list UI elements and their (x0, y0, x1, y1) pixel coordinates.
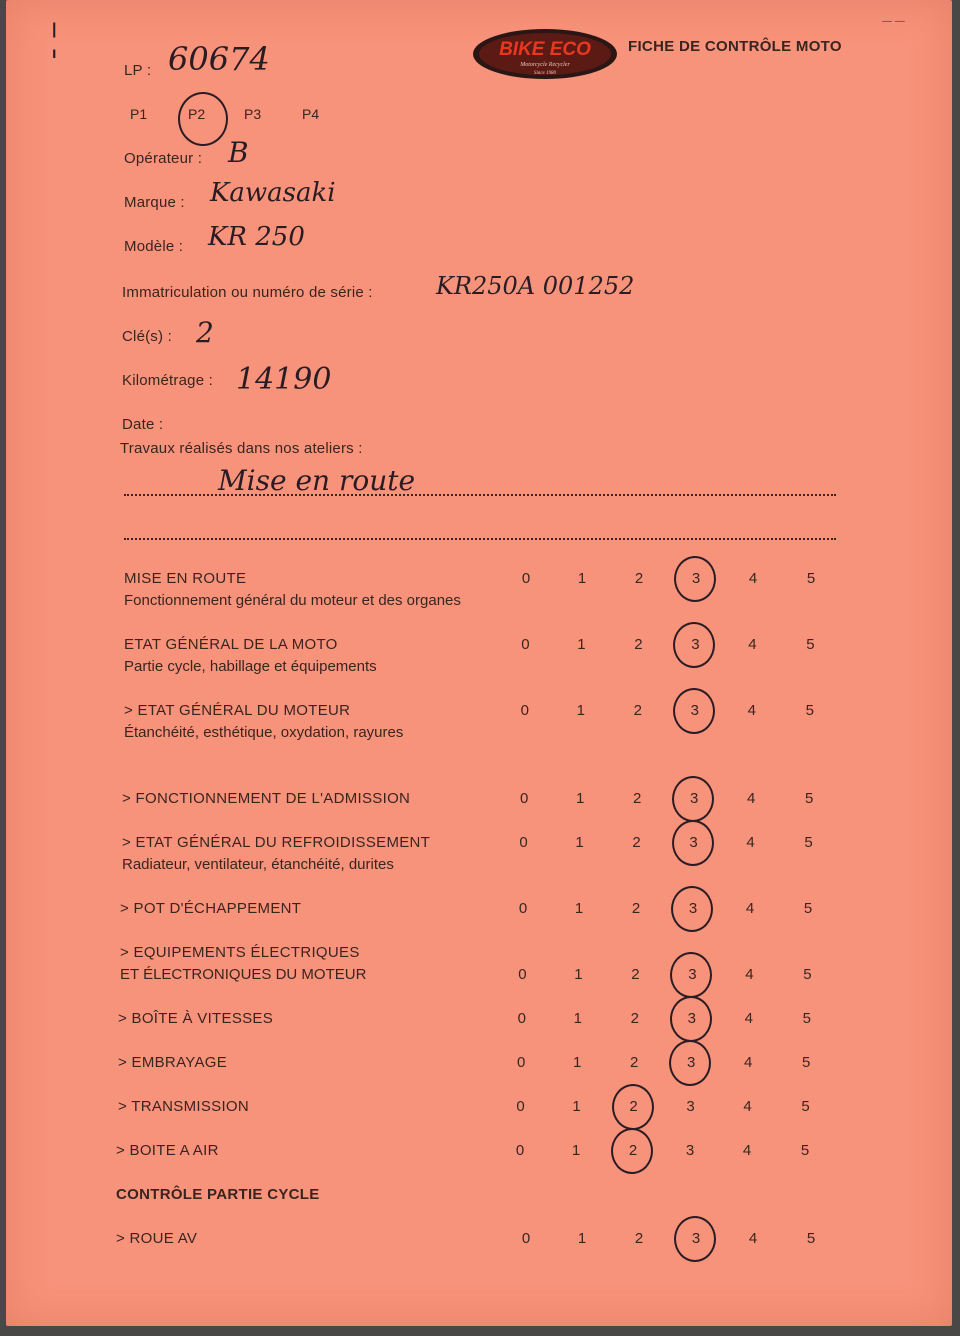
score-option-0[interactable]: 0 (516, 1098, 525, 1115)
mileage-label: Kilométrage : (122, 372, 213, 389)
score-option-4[interactable]: 4 (744, 1010, 753, 1027)
score-option-4[interactable]: 4 (745, 900, 755, 917)
score-option-4[interactable]: 4 (743, 1098, 752, 1115)
check-title: > POT D'ÉCHAPPEMENT (120, 900, 302, 917)
check-subtitle: ET ÉLECTRONIQUES DU MOTEUR (120, 966, 367, 983)
score-option-1[interactable]: 1 (574, 900, 584, 917)
lp-label: LP : (124, 62, 152, 79)
check-row (6, 1098, 952, 1148)
check-subtitle: Étanchéité, esthétique, oxydation, rayures (124, 724, 404, 741)
score-option-2[interactable]: 2 (633, 790, 642, 807)
score-option-3[interactable]: 3 (684, 790, 704, 807)
score-option-1[interactable]: 1 (573, 1010, 582, 1027)
check-title: > EQUIPEMENTS ÉLECTRIQUES (120, 944, 360, 961)
score-option-0[interactable]: 0 (518, 966, 527, 983)
check-subtitle: Partie cycle, habillage et équipements (124, 658, 377, 675)
score-option-2[interactable]: 2 (624, 1098, 644, 1115)
section-cycle-title: CONTRÔLE PARTIE CYCLE (116, 1186, 320, 1203)
score-option-0[interactable]: 0 (521, 636, 530, 653)
model-label: Modèle : (124, 238, 184, 255)
score-option-4[interactable]: 4 (748, 570, 758, 587)
check-row (6, 1142, 952, 1192)
brand-label: Marque : (124, 194, 185, 211)
score-option-0[interactable]: 0 (520, 702, 529, 719)
score-option-1[interactable]: 1 (576, 790, 585, 807)
check-subtitle: Radiateur, ventilateur, étanchéité, durites (122, 856, 394, 873)
score-option-0[interactable]: 0 (515, 1142, 525, 1159)
works-label: Travaux réalisés dans nos ateliers : (120, 440, 363, 457)
check-row (6, 702, 952, 752)
check-row (6, 570, 952, 620)
score-option-5[interactable]: 5 (802, 1010, 811, 1027)
score-option-1[interactable]: 1 (577, 570, 587, 587)
score-option-0[interactable]: 0 (517, 1010, 526, 1027)
score-option-3[interactable]: 3 (684, 834, 704, 851)
score-option-2[interactable]: 2 (634, 570, 644, 587)
score-option-0[interactable]: 0 (519, 834, 528, 851)
control-sheet (6, 0, 952, 1326)
score-option-5[interactable]: 5 (805, 702, 814, 719)
score-option-4[interactable]: 4 (744, 1054, 753, 1071)
check-title: ETAT GÉNÉRAL DE LA MOTO (124, 636, 338, 653)
score-option-5[interactable]: 5 (802, 1054, 811, 1071)
priority-p2-circle (178, 92, 228, 146)
score-option-4[interactable]: 4 (748, 636, 757, 653)
score-option-2[interactable]: 2 (630, 1054, 639, 1071)
check-title: > BOITE A AIR (116, 1142, 219, 1159)
logo-text: BIKE ECO (499, 39, 591, 60)
serial-value[interactable]: KR250A 001252 (436, 272, 635, 300)
score-option-5[interactable]: 5 (806, 570, 816, 587)
check-row (6, 944, 952, 994)
score-option-5[interactable]: 5 (801, 1098, 810, 1115)
score-option-4[interactable]: 4 (742, 1142, 752, 1159)
form-title: FICHE DE CONTRÔLE MOTO (628, 38, 842, 55)
check-row (6, 834, 952, 884)
score-option-1[interactable]: 1 (571, 1142, 581, 1159)
corner-mark-tr: — — (882, 16, 905, 27)
score-option-3[interactable]: 3 (686, 1230, 706, 1247)
check-title: > ROUE AV (116, 1230, 198, 1247)
check-title: > TRANSMISSION (118, 1098, 250, 1115)
score-option-3[interactable]: 3 (682, 966, 702, 983)
score-option-2[interactable]: 2 (634, 636, 643, 653)
score-option-0[interactable]: 0 (517, 1054, 526, 1071)
score-option-0[interactable]: 0 (518, 900, 528, 917)
mileage-value[interactable]: 14190 (236, 362, 332, 397)
score-option-3[interactable]: 3 (685, 702, 705, 719)
score-option-1[interactable]: 1 (577, 1230, 587, 1247)
score-option-5[interactable]: 5 (803, 966, 812, 983)
check-title: > ETAT GÉNÉRAL DU REFROIDISSEMENT (122, 834, 431, 851)
score-option-1[interactable]: 1 (574, 966, 583, 983)
score-option-4[interactable]: 4 (748, 1230, 758, 1247)
priority-p1[interactable]: P1 (130, 106, 148, 122)
score-option-3[interactable]: 3 (685, 636, 705, 653)
check-title: MISE EN ROUTE (124, 570, 247, 587)
score-option-4[interactable]: 4 (747, 702, 756, 719)
score-option-3[interactable]: 3 (686, 1098, 695, 1115)
score-option-2[interactable]: 2 (631, 966, 640, 983)
check-row (6, 636, 952, 686)
date-label: Date : (122, 416, 164, 433)
score-option-2[interactable]: 2 (633, 702, 642, 719)
lp-value[interactable]: 60674 (168, 40, 270, 78)
operator-label: Opérateur : (124, 150, 203, 167)
score-option-0[interactable]: 0 (521, 570, 531, 587)
priority-p2[interactable]: P2 (188, 106, 206, 122)
score-option-1[interactable]: 1 (577, 636, 586, 653)
brand-value[interactable]: Kawasaki (210, 178, 336, 208)
score-option-1[interactable]: 1 (575, 834, 584, 851)
works-value[interactable]: Mise en route (218, 464, 416, 497)
check-row (6, 790, 952, 840)
check-row (6, 900, 952, 950)
serial-label: Immatriculation ou numéro de série : (122, 284, 373, 301)
score-option-4[interactable]: 4 (746, 834, 755, 851)
check-row (6, 1010, 952, 1060)
logo-subtitle: Motorcycle Recycler (520, 62, 570, 68)
score-option-3[interactable]: 3 (681, 1054, 701, 1071)
score-option-3[interactable]: 3 (686, 570, 706, 587)
keys-value[interactable]: 2 (196, 316, 214, 349)
score-option-5[interactable]: 5 (806, 636, 815, 653)
model-value[interactable]: KR 250 (208, 222, 305, 252)
score-option-4[interactable]: 4 (745, 966, 754, 983)
score-option-4[interactable]: 4 (747, 790, 756, 807)
score-option-0[interactable]: 0 (520, 790, 529, 807)
score-option-1[interactable]: 1 (576, 702, 585, 719)
check-title: > EMBRAYAGE (118, 1054, 228, 1071)
check-title: > FONCTIONNEMENT DE L'ADMISSION (122, 790, 411, 807)
score-option-5[interactable]: 5 (806, 1230, 816, 1247)
score-option-2[interactable]: 2 (630, 1010, 639, 1027)
priority-p3[interactable]: P3 (244, 106, 262, 122)
check-title: > BOÎTE À VITESSES (118, 1010, 274, 1027)
priority-p4[interactable]: P4 (302, 106, 320, 122)
score-option-2[interactable]: 2 (623, 1142, 643, 1159)
works-line-2 (124, 538, 836, 540)
corner-marks: | ı (52, 21, 57, 62)
check-title: > ETAT GÉNÉRAL DU MOTEUR (124, 702, 351, 719)
keys-label: Clé(s) : (122, 328, 172, 345)
operator-value[interactable]: B (228, 136, 249, 169)
score-option-2[interactable]: 2 (634, 1230, 644, 1247)
score-option-5[interactable]: 5 (804, 834, 813, 851)
score-option-3[interactable]: 3 (685, 1142, 695, 1159)
score-option-5[interactable]: 5 (800, 1142, 810, 1159)
score-option-0[interactable]: 0 (521, 1230, 531, 1247)
score-option-2[interactable]: 2 (631, 900, 641, 917)
check-subtitle: Fonctionnement général du moteur et des organes (124, 592, 461, 609)
bike-eco-logo (472, 28, 618, 80)
score-option-2[interactable]: 2 (632, 834, 641, 851)
logo-since: Since 1980 (533, 71, 557, 76)
score-option-5[interactable]: 5 (803, 900, 813, 917)
score-option-3[interactable]: 3 (682, 1010, 702, 1027)
check-row (6, 1230, 952, 1280)
score-option-5[interactable]: 5 (805, 790, 814, 807)
score-option-1[interactable]: 1 (573, 1054, 582, 1071)
score-option-3[interactable]: 3 (683, 900, 703, 917)
works-line-1 (124, 494, 836, 496)
score-option-1[interactable]: 1 (572, 1098, 581, 1115)
check-row (6, 1054, 952, 1104)
